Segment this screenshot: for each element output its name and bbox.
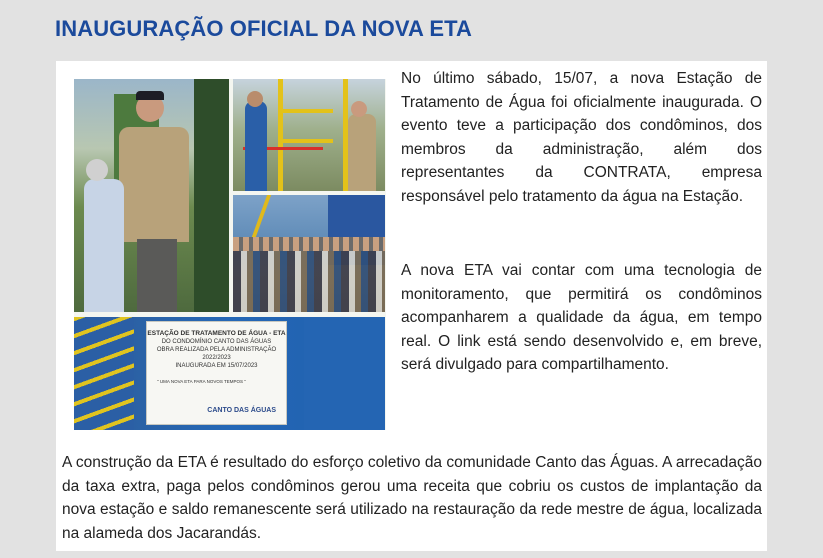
plaque-line: OBRA REALIZADA PELA ADMINISTRAÇÃO [156, 347, 277, 353]
plaque-footer: " UMA NOVA ETA PARA NOVOS TEMPOS " [157, 379, 246, 384]
photo-ribbon-cutting [233, 79, 385, 191]
plaque-line: 2022/2023 [202, 355, 231, 361]
article-paragraph: A construção da ETA é resultado do esforço coletivo da comunidade Canto das Águas. A arrecadação da taxa extra, paga pelos condôminos gerou uma receita que cobriu os custos de implantação da nova estação e saldo remanescente será utilizado na restauração da rede mestre de água, localizada na alameda dos Jacarandás. [62, 454, 762, 542]
inauguration-plaque [146, 321, 287, 425]
article-paragraph: A nova ETA vai contar com uma tecnologia de monitoramento, que permitirá os condôminos acompanharem a qualidade da água, em tempo real. O link está sendo desenvolvido e, em breve, será divulgado para compartilhamento. [401, 262, 762, 373]
plaque-line: DO CONDOMÍNIO CANTO DAS ÁGUAS [161, 339, 272, 345]
plaque-brand-logo: CANTO DAS ÁGUAS [207, 407, 276, 414]
article-title: INAUGURAÇÃO OFICIAL DA NOVA ETA [55, 16, 473, 41]
photo-speaker [74, 79, 229, 312]
plaque-heading: ESTAÇÃO DE TRATAMENTO DE ÁGUA - ETA [147, 330, 286, 337]
plaque-line: INAUGURADA EM 15/07/2023 [175, 363, 258, 369]
photo-group [233, 195, 385, 312]
article-paragraph: No último sábado, 15/07, a nova Estação de Tratamento de Água foi oficialmente inaugurada. O evento teve a participação dos condôminos, dos membros da administração, além dos representantes da CONTRATA, empresa responsável pelo tratamento da água na Estação. [401, 70, 762, 205]
